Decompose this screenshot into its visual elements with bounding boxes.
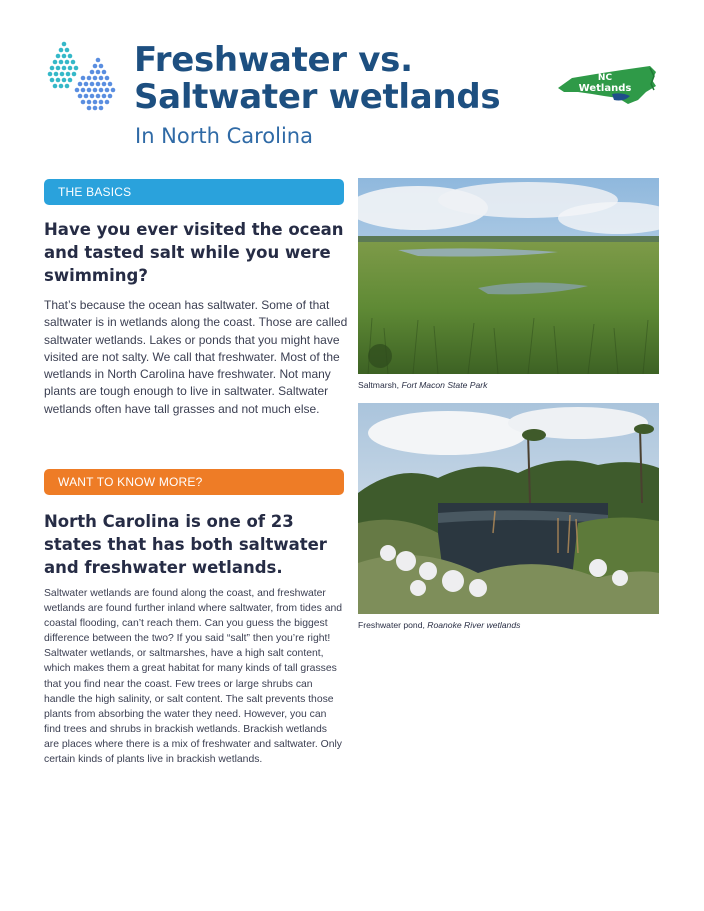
basics-heading: Have you ever visited the ocean and tasted salt while you were swimming? [44, 220, 344, 285]
the-basics-banner: THE BASICS [44, 179, 344, 205]
caption-place: Fort Macon State Park [401, 380, 488, 390]
logo-wetlands-text: Wetlands [578, 83, 632, 94]
more-paragraph: Saltwater wetlands are found along the coast, and freshwater wetlands are found further inland where saltwater, from tides and coastal flooding, can’t reach them. Can you guess the biggest difference between the two? If you said “salt” then you’re right! Saltwater wetlands, or saltmarshes, have a high salt content, which makes them a great habitat for many kinds of tall grasses that you find near the coast. Few trees or large shrubs can handle the high salinity, or salt content. The salt prevents those plants from absorbing the water they need. However, you can find trees and shrubs in brackish wetlands. Brackish wetlands are places where there is a mix of freshwater and saltwater. Only certain kinds of plants live in brackish wetlands. [44, 588, 343, 766]
saltmarsh-photo [358, 178, 659, 374]
page-title [134, 42, 500, 116]
north-carolina-map-icon [552, 62, 660, 106]
basics-paragraph: That’s because the ocean has saltwater. Some of that saltwater is in wetlands along the coast. Those are called saltwater wetlands. Lakes or ponds that you might have visited are not salty. We call that freshwater. Most of the wetlands in North Carolina have freshwater. Not many plants are tough enough to live in saltwater. Saltwater wetlands often have tall grasses and not much else. [44, 298, 348, 416]
logo-nc-text: NC [597, 73, 613, 83]
title-line-2: Saltwater wetlands [134, 77, 501, 117]
water-drops-icon [46, 40, 122, 112]
title-line-1: Freshwater vs. [134, 40, 413, 80]
caption-place: Roanoke River wetlands [427, 620, 521, 630]
saltmarsh-caption [358, 380, 487, 390]
caption-label: Freshwater pond, [358, 620, 428, 630]
more-heading: North Carolina is one of 23 states that has both saltwater and freshwater wetlands. [44, 512, 327, 577]
freshwater-pond-photo [358, 403, 659, 614]
want-to-know-more-banner: WANT TO KNOW MORE? [44, 469, 344, 495]
caption-label: Saltmarsh, [358, 380, 402, 390]
freshwater-pond-caption [358, 620, 520, 630]
page-subtitle: In North Carolina [135, 124, 313, 148]
